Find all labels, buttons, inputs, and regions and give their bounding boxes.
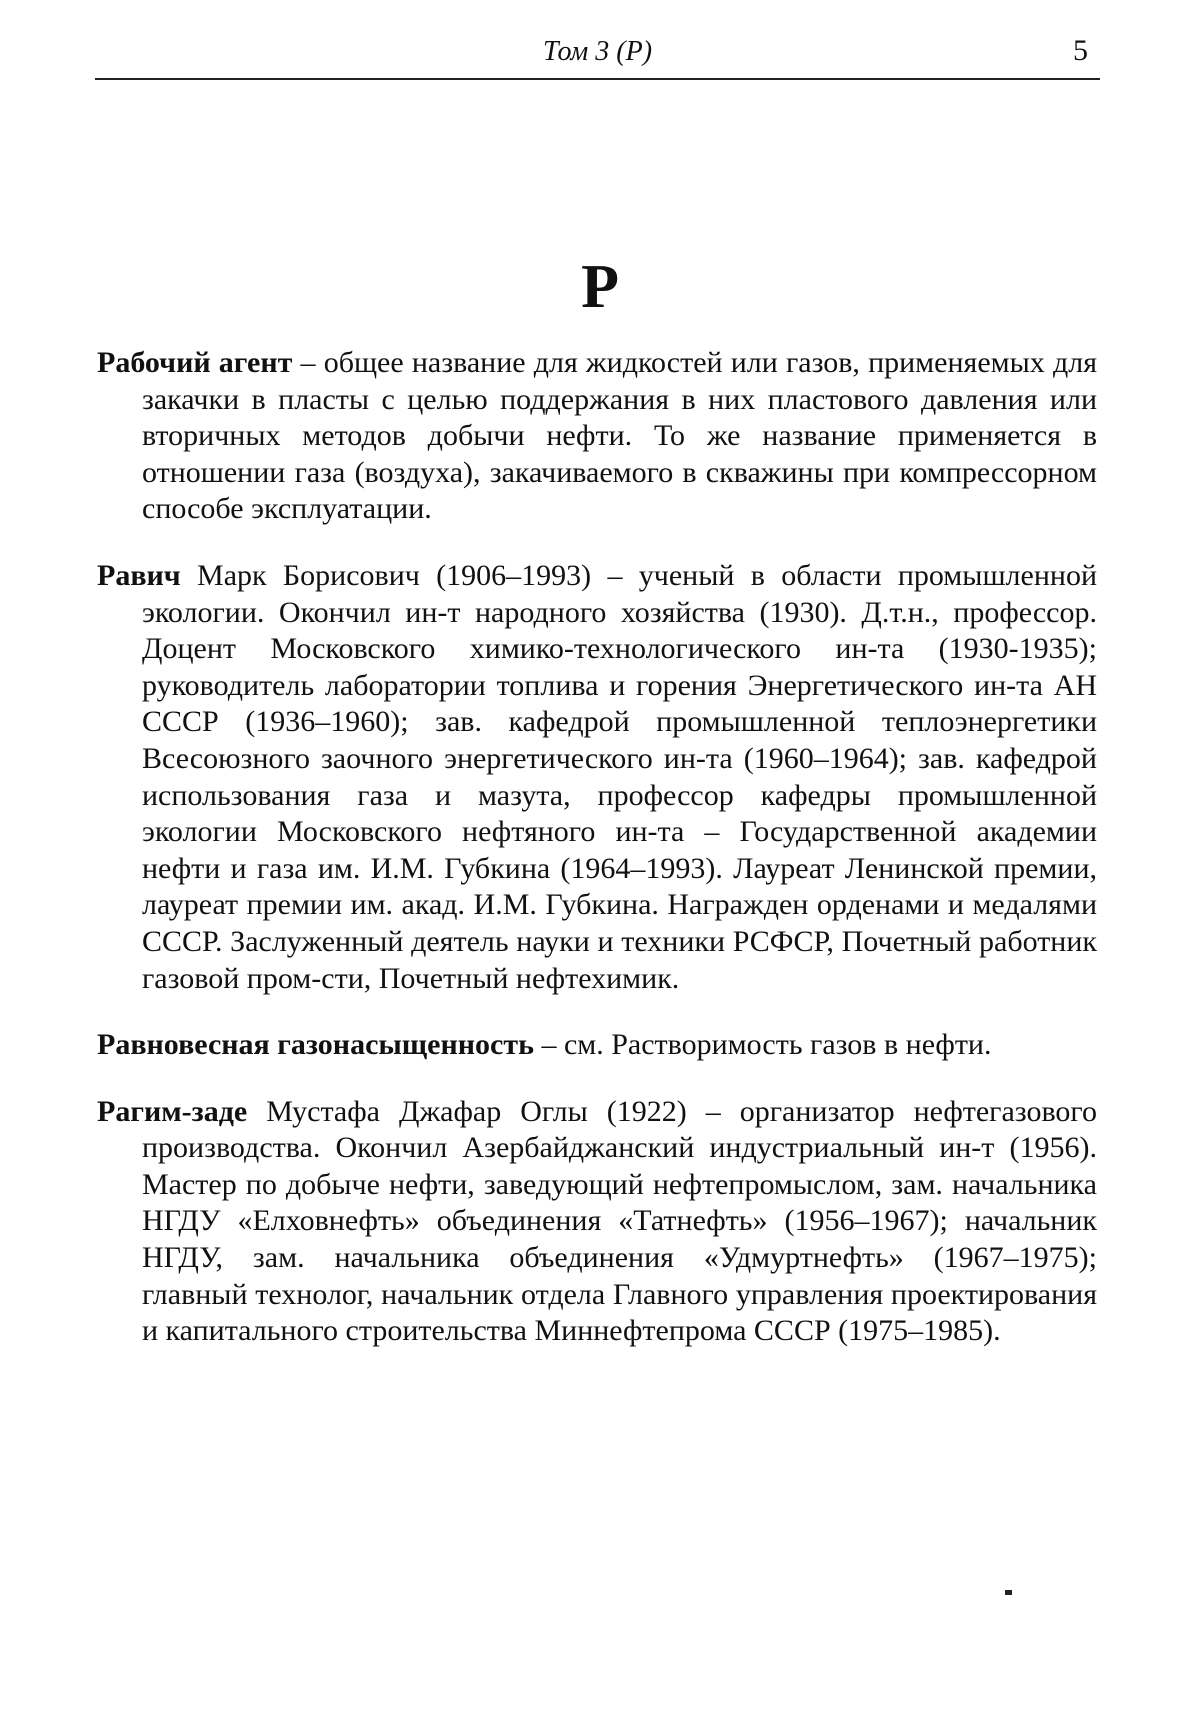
entry-text: – см. Растворимость газов в нефти. xyxy=(533,1028,992,1062)
dictionary-entries xyxy=(97,345,1097,1372)
entry-headword: Рагим-заде xyxy=(97,1094,248,1128)
entry-headword: Равич xyxy=(97,558,181,592)
running-head: Том 3 (Р) xyxy=(542,36,653,67)
section-letter: Р xyxy=(581,253,619,321)
print-speck xyxy=(1005,1590,1012,1595)
entry-text: Мустафа Джафар Оглы (1922) – организатор нефтегазового производства. Окончил Азербайджанский индустриальный ин-т (1956). Мастер по добыче нефти, заведующий нефтепромыслом, зам. начальника НГДУ «Елховнефть» объединения «Татнефть» (1956–1967); начальник НГДУ, зам. начальника объединения «Удмуртнефть» (1967–1975); главный технолог, начальник отдела Главного управления проектирования и капитального строительства Миннефтепрома СССР (1975–1985). xyxy=(142,1094,1097,1348)
entry-text: Марк Борисович (1906–1993) – ученый в области промышленной экологии. Окончил ин-т народного хозяйства (1930). Д.т.н., профессор. Доцент Московского химико-технологического ин-та (1930-1935); руководитель лаборатории топлива и горения Энергетического ин-та АН СССР (1936–1960); зав. кафедрой промышленной теплоэнергетики Всесоюзного заочного энергетического ин-та (1960–1964); зав. кафедрой использования газа и мазута, профессор кафедры промышленной экологии Московского нефтяного ин-та – Государственной академии нефти и газа им. И.М. Губкина (1964–1993). Лауреат Ленинской премии, лауреат премии им. акад. И.М. Губкина. Награжден орденами и медалями СССР. Заслуженный деятель науки и техники РСФСР, Почетный работник газовой пром-сти, Почетный нефтехимик. xyxy=(142,558,1097,995)
entry-headword: Равновесная газонасыщенность xyxy=(97,1028,534,1062)
entry-rabochiy-agent xyxy=(97,345,1097,528)
page-header xyxy=(95,34,1100,80)
entry-ragim-zade xyxy=(97,1094,1097,1350)
entry-ravich xyxy=(97,558,1097,997)
entry-headword: Рабочий агент xyxy=(97,346,293,379)
page-number: 5 xyxy=(1073,34,1088,67)
entry-text: – общее название для жидкостей или газов, применяемых для закачки в пласты с целью поддержания в них пластового давления или вторичных методов добычи нефти. То же название применяется в отношении газа (воздуха), закачиваемого в скважины при компрессорном способе эксплуатации. xyxy=(142,346,1097,526)
entry-ravnovesnaya-gazonasyshchennost xyxy=(97,1027,1097,1064)
